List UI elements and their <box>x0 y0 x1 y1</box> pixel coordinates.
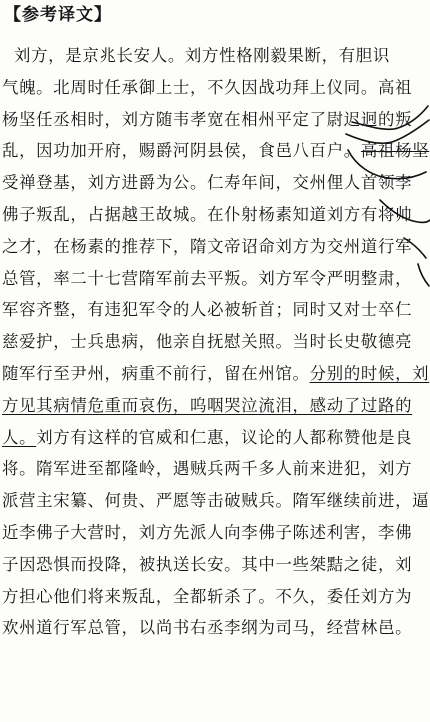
text-segment: 慈爱护，士兵患病，他亲自抚慰关照。当时长史敬德亮 <box>2 332 413 352</box>
text-segment: 随军行至尹州，病重不前行，留在州馆。 <box>2 363 310 383</box>
text-line <box>2 390 428 422</box>
text-segment: 杨坚任丞相时，刘方随韦孝宽在相州平定了尉迟迥的叛 <box>2 109 413 129</box>
text-segment: 受禅登基，刘方进爵为公。仁寿年间，交州俚人首领李 <box>2 173 413 193</box>
underlined-text: 人。 <box>2 427 37 447</box>
text-line <box>2 72 428 104</box>
text-line <box>2 294 428 326</box>
translation-body <box>2 40 430 644</box>
text-segment: 总管，率二十七营隋军前去平叛。刘方军令严明整肃， <box>2 268 413 288</box>
underlined-text: 分别的时候，刘 <box>309 363 430 383</box>
text-segment: 气魄。北周时任承御上士，不久因战功拜上仪同。高祖 <box>2 77 413 97</box>
text-segment: 刘方，是京兆长安人。刘方性格刚毅果断，有胆识 <box>14 46 390 65</box>
text-segment: 将。隋军进至都隆岭，遇贼兵两千多人前来进犯，刘方 <box>2 459 413 479</box>
text-line <box>2 199 428 231</box>
text-line <box>2 263 428 295</box>
underlined-text: 方见其病情危重而哀伤，呜咽哭泣流泪，感动了过路的 <box>2 395 413 415</box>
section-heading: 【参考译文】 <box>4 5 112 25</box>
text-line <box>2 104 428 136</box>
text-segment: 欢州道行军总管，以尚书右丞李纲为司马，经营林邑。 <box>2 618 413 638</box>
text-segment: 军容齐整，有违犯军令的人必被斩首；同时又对士卒仁 <box>2 300 413 320</box>
text-segment: 乱，因功加开府，赐爵河阴县侯，食邑八百户。 <box>2 141 361 161</box>
text-line <box>14 40 428 72</box>
text-line <box>2 231 428 263</box>
text-line <box>2 612 428 644</box>
text-line <box>2 581 428 613</box>
text-segment: 刘方有这样的官威和仁惠，议论的人都称赞他是良 <box>36 427 413 447</box>
text-line <box>2 485 428 517</box>
text-segment: 之才，在杨素的推荐下，隋文帝诏命刘方为交州道行军 <box>2 236 413 256</box>
text-segment: 佛子叛乱，占据越王故城。在仆射杨素知道刘方有将帅 <box>2 204 413 224</box>
text-line <box>2 326 428 358</box>
text-line <box>2 549 428 581</box>
text-line <box>2 453 428 485</box>
text-line <box>2 167 428 199</box>
text-line <box>2 517 428 549</box>
text-segment: 子因恐惧而投降，被执送长安。其中一些桀黠之徒，刘 <box>2 554 413 574</box>
text-line <box>2 358 428 390</box>
text-segment: 近李佛子大营时，刘方先派人向李佛子陈述利害，李佛 <box>2 522 413 542</box>
text-segment: 方担心他们将来叛乱，全都斩杀了。不久，委任刘方为 <box>2 586 413 606</box>
struck-text: 高祖杨坚 <box>360 141 430 161</box>
text-segment: 派营主宋纂、何贵、严愿等击破贼兵。隋军继续前进，逼 <box>2 491 430 511</box>
text-line <box>2 135 428 167</box>
text-line <box>2 422 428 454</box>
